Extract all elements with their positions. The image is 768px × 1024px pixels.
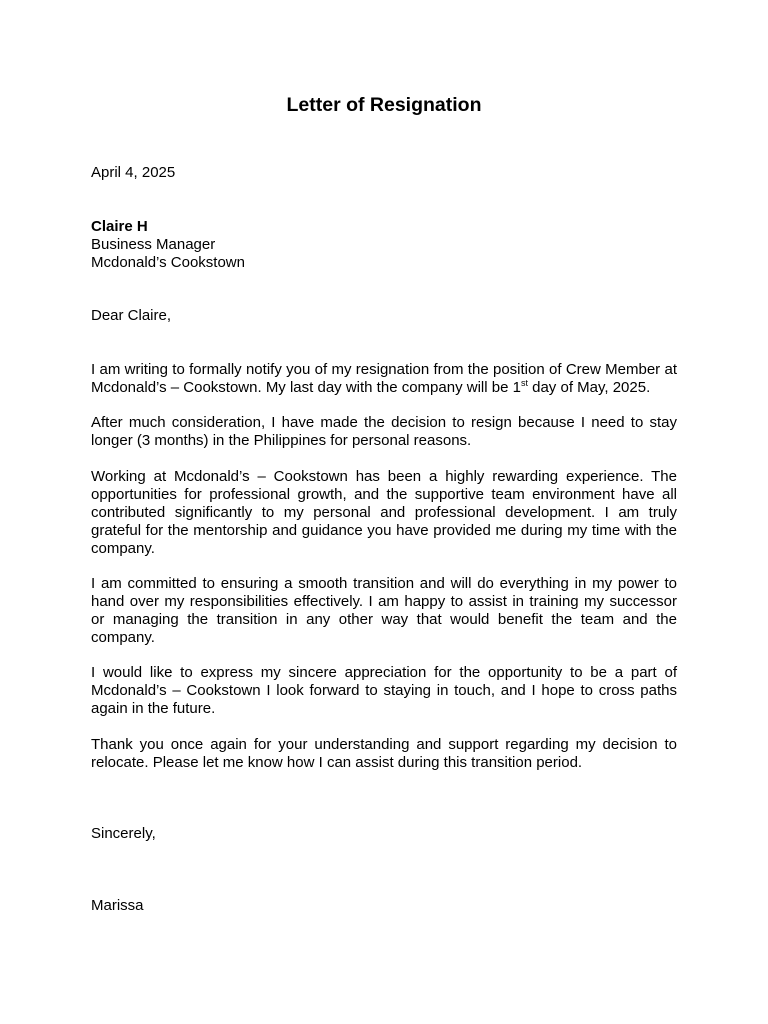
ordinal-suffix: st bbox=[520, 378, 528, 388]
paragraph-experience: Working at Mcdonald’s – Cookstown has been a highly rewarding experience. The opportunities for professional growth, and the supportive team environment have all contributed significantly to my personal and professional development. I am truly grateful for the mentorship and guidance you have provided me during my time with the company. bbox=[91, 468, 677, 557]
paragraph-resignation-notice-start: I am writing to formally notify you of my resignation from the position of Crew Member at Mcdonald’s – Cookstown. My last day with the company will be 1 bbox=[91, 361, 677, 396]
recipient-position: Business Manager bbox=[91, 236, 216, 253]
recipient-block bbox=[91, 218, 677, 272]
recipient-company: Mcdonald’s Cookstown bbox=[91, 254, 245, 271]
recipient-name: Claire H bbox=[91, 218, 148, 235]
document-title: Letter of Resignation bbox=[286, 94, 482, 116]
paragraph-resignation-notice bbox=[91, 361, 677, 397]
letter-date: April 4, 2025 bbox=[91, 164, 176, 181]
paragraph-transition: I am committed to ensuring a smooth transition and will do everything in my power to hand over my responsibilities effectively. I am happy to assist in training my successor or managing the transition in any other way that would benefit the team and the company. bbox=[91, 575, 677, 646]
paragraph-thanks: Thank you once again for your understanding and support regarding my decision to relocate. Please let me know how I can assist during this transition period. bbox=[91, 736, 677, 771]
salutation: Dear Claire, bbox=[91, 307, 172, 324]
paragraph-appreciation: I would like to express my sincere appreciation for the opportunity to be a part of Mcdonald’s – Cookstown I look forward to staying in touch, and I hope to cross paths again in the future. bbox=[91, 664, 677, 717]
closing: Sincerely, bbox=[91, 825, 156, 842]
paragraph-reason: After much consideration, I have made the decision to resign because I need to stay longer (3 months) in the Philippines for personal reasons. bbox=[91, 414, 677, 449]
signature: Marissa bbox=[91, 897, 144, 914]
paragraph-resignation-notice-end: day of May, 2025. bbox=[527, 379, 651, 396]
